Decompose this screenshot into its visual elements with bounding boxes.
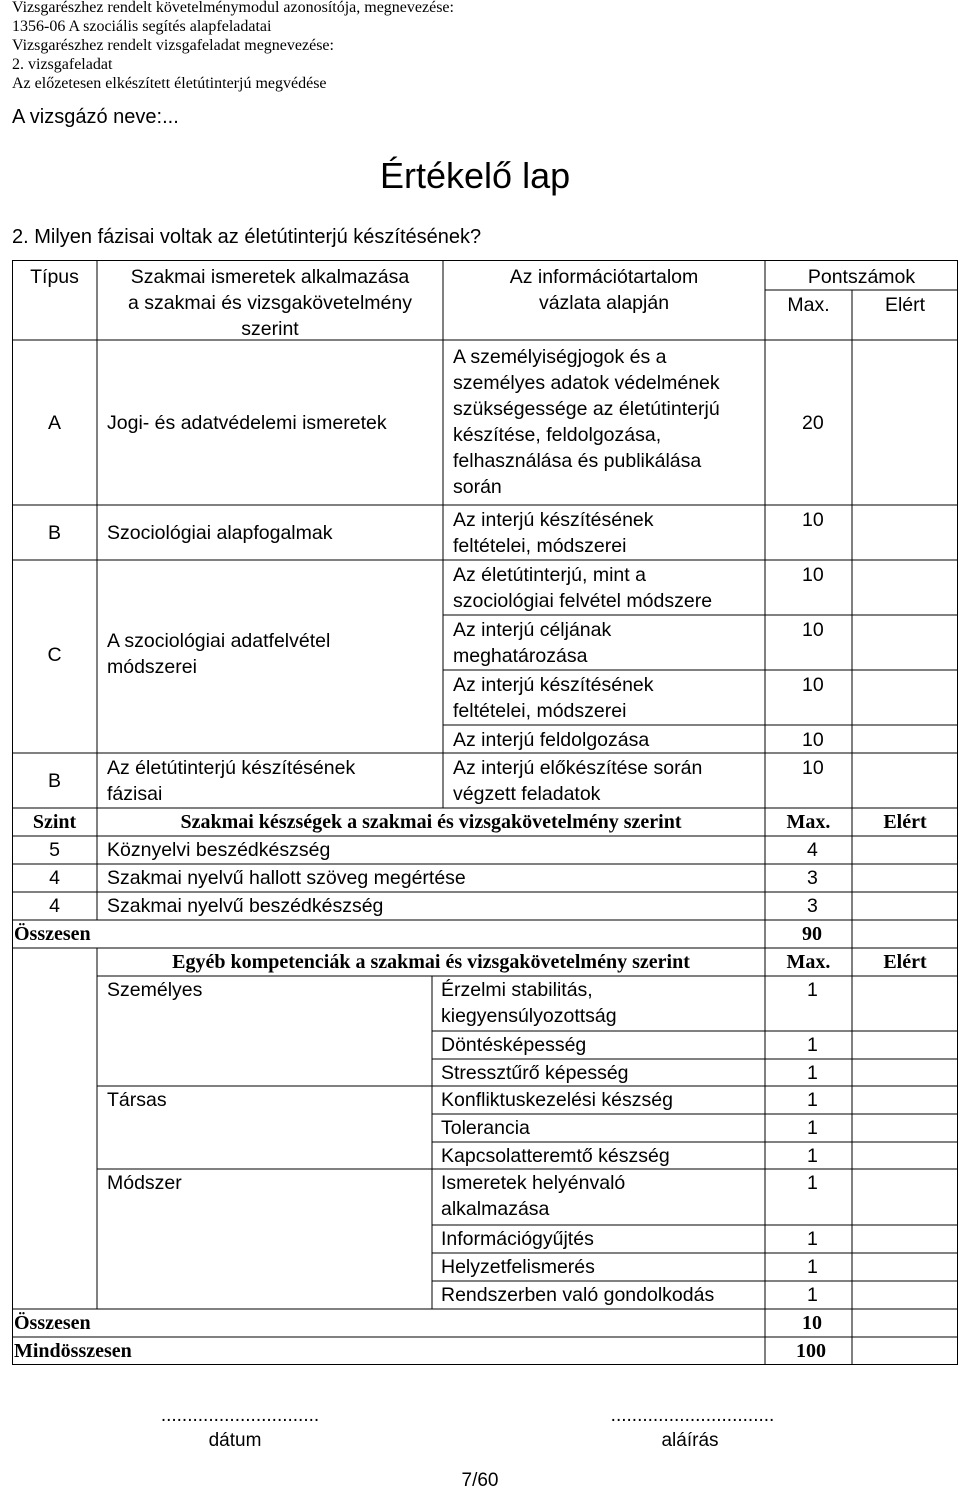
competency-name: Tolerancia	[441, 1117, 530, 1139]
competency-max: 1	[807, 1034, 818, 1056]
row-skill: Jogi- és adatvédelemi ismeretek	[107, 412, 387, 434]
competency-max: 1	[807, 1256, 818, 1278]
skill-level: 5	[49, 839, 60, 861]
evaluation-table	[12, 260, 958, 1365]
col-skill-header-1: Szakmai ismeretek alkalmazása	[130, 266, 410, 288]
competency-name: kiegyensúlyozottság	[441, 1005, 617, 1027]
skill-name: Szakmai nyelvű beszédkészség	[107, 895, 384, 917]
competency-name: Rendszerben való gondolkodás	[441, 1284, 715, 1306]
col-content-header-1: Az információtartalom	[509, 266, 699, 288]
header-line-1: Vizsgarészhez rendelt követelménymodul azonosítója, megnevezése:	[12, 0, 454, 16]
row-content: személyes adatok védelmének	[453, 372, 720, 394]
row-content: Az életútinterjú, mint a	[453, 564, 646, 586]
question-text: 2. Milyen fázisai voltak az életútinterjú készítésének?	[12, 226, 482, 248]
page-title: Értékelő lap	[380, 155, 571, 196]
subtotal-label: Összesen	[14, 923, 91, 945]
row-max: 10	[802, 674, 824, 696]
row-content: Az interjú feldolgozása	[453, 729, 650, 751]
skill-max: 3	[807, 895, 818, 917]
date-dots: ..............................	[160, 1405, 320, 1426]
skill-max: 4	[807, 839, 818, 861]
total-value: 100	[796, 1340, 826, 1362]
row-max: 20	[802, 412, 824, 434]
row-type: A	[47, 412, 61, 434]
row-type: C	[47, 644, 62, 666]
skills-level-header: Szint	[32, 811, 77, 833]
row-max: 10	[802, 564, 824, 586]
competencies-achieved-header: Elért	[883, 951, 927, 973]
signature-label: aláírás	[661, 1430, 719, 1451]
row-type: B	[47, 522, 61, 544]
competency-max: 1	[807, 1117, 818, 1139]
row-content: meghatározása	[453, 645, 588, 667]
skills-achieved-header: Elért	[883, 811, 927, 833]
header-line-4: 2. vizsgafeladat	[12, 56, 113, 73]
row-skill: fázisai	[107, 783, 163, 805]
achieved-header: Elért	[884, 294, 926, 316]
competency-name: Stressztűrő képesség	[441, 1062, 629, 1084]
subtotal-label: Összesen	[14, 1312, 91, 1334]
total-label: Mindösszesen	[14, 1340, 132, 1362]
competency-name: Érzelmi stabilitás,	[441, 979, 593, 1001]
row-content: során	[453, 476, 502, 498]
col-type-header: Típus	[30, 266, 79, 288]
row-content: Az interjú céljának	[453, 619, 612, 641]
row-content: szociológiai felvétel módszere	[453, 590, 713, 612]
skill-name: Szakmai nyelvű hallott szöveg megértése	[107, 867, 466, 889]
skill-max: 3	[807, 867, 818, 889]
competency-group: Társas	[107, 1089, 167, 1111]
header-line-2: 1356-06 A szociális segítés alapfeladatai	[12, 18, 272, 35]
skill-level: 4	[49, 867, 60, 889]
row-content: készítése, feldolgozása,	[453, 424, 662, 446]
skill-name: Köznyelvi beszédkészség	[107, 839, 331, 861]
max-header: Max.	[787, 294, 830, 316]
row-content: Az interjú előkészítése során	[453, 757, 703, 779]
competency-group: Módszer	[107, 1172, 182, 1194]
competency-name: Kapcsolatteremtő készség	[441, 1145, 670, 1167]
row-content: Az interjú készítésének	[453, 509, 654, 531]
competency-name: Ismeretek helyénvaló	[441, 1172, 626, 1194]
row-max: 10	[802, 509, 824, 531]
competency-name: Döntésképesség	[441, 1034, 587, 1056]
row-content: végzett feladatok	[453, 783, 601, 805]
row-content: feltételei, módszerei	[453, 535, 627, 557]
date-label: dátum	[208, 1430, 262, 1451]
competencies-title-header: Egyéb kompetenciák a szakmai és vizsgakövetelmény szerint	[172, 951, 690, 973]
subtotal-value: 10	[802, 1312, 822, 1334]
row-type: B	[47, 770, 61, 792]
row-content: A személyiségjogok és a	[453, 346, 667, 368]
row-content: feltételei, módszerei	[453, 700, 627, 722]
row-skill: módszerei	[107, 656, 197, 678]
candidate-name-line: A vizsgázó neve:...	[12, 106, 179, 128]
competency-max: 1	[807, 1172, 818, 1194]
row-skill: Szociológiai alapfogalmak	[107, 522, 333, 544]
page-number: 7/60	[461, 1470, 499, 1491]
competency-group: Személyes	[107, 979, 203, 1001]
row-max: 10	[802, 757, 824, 779]
row-content: szükségessége az életútinterjú	[453, 398, 720, 420]
row-content: Az interjú készítésének	[453, 674, 654, 696]
row-max: 10	[802, 619, 824, 641]
col-skill-header-3: szerint	[241, 318, 299, 340]
row-content: felhasználása és publikálása	[453, 450, 702, 472]
col-skill-header-2: a szakmai és vizsgakövetelmény	[128, 292, 412, 314]
row-skill: A szociológiai adatfelvétel	[107, 630, 331, 652]
skill-level: 4	[49, 895, 60, 917]
row-skill: Az életútinterjú készítésének	[107, 757, 356, 779]
competency-name: Konfliktuskezelési készség	[441, 1089, 673, 1111]
header-line-3: Vizsgarészhez rendelt vizsgafeladat megnevezése:	[12, 37, 334, 54]
competency-max: 1	[807, 1062, 818, 1084]
competencies-max-header: Max.	[786, 951, 831, 973]
skills-max-header: Max.	[786, 811, 831, 833]
skills-title-header: Szakmai készségek a szakmai és vizsgakövetelmény szerint	[180, 811, 682, 833]
col-content-header-2: vázlata alapján	[538, 292, 670, 314]
competency-max: 1	[807, 979, 818, 1001]
competency-max: 1	[807, 1228, 818, 1250]
competency-name: Információgyűjtés	[441, 1228, 594, 1250]
competency-max: 1	[807, 1145, 818, 1167]
row-max: 10	[802, 729, 824, 751]
signature-dots: ...............................	[610, 1405, 775, 1426]
header-line-5: Az előzetesen elkészített életútinterjú megvédése	[12, 75, 327, 92]
subtotal-value: 90	[802, 923, 822, 945]
competency-name: alkalmazása	[441, 1198, 550, 1220]
competency-max: 1	[807, 1089, 818, 1111]
competency-max: 1	[807, 1284, 818, 1306]
competency-name: Helyzetfelismerés	[441, 1256, 595, 1278]
points-header: Pontszámok	[807, 266, 916, 288]
